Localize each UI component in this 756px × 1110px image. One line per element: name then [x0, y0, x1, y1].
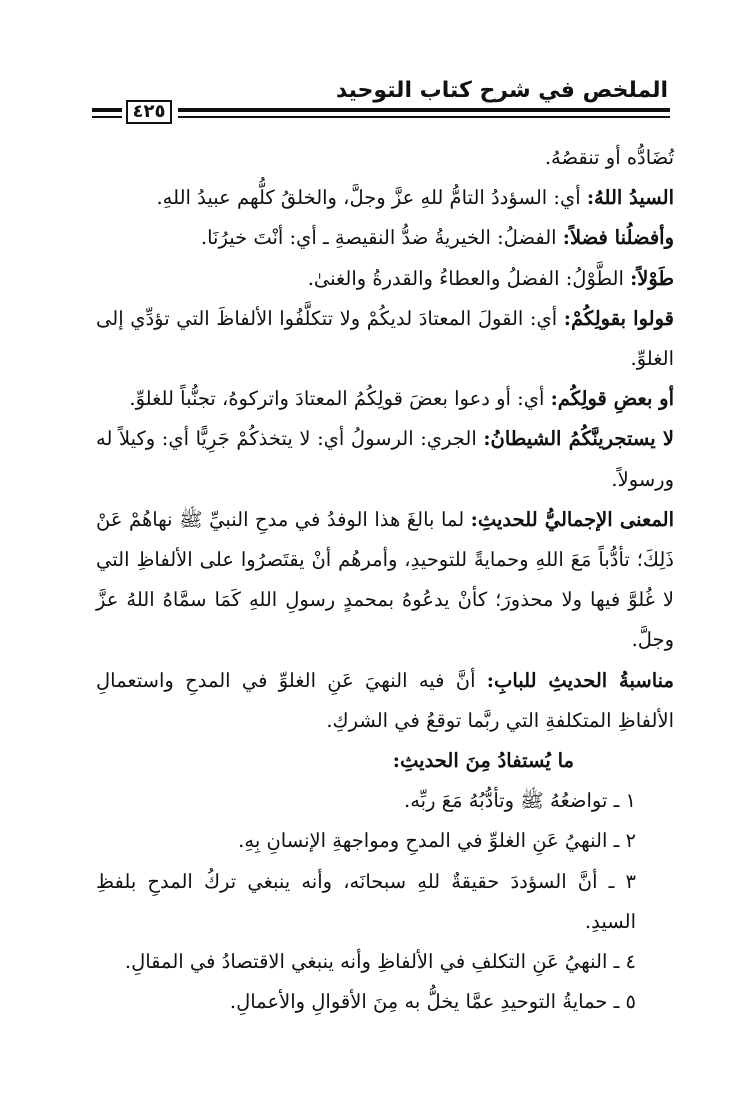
- list-item: ٢ ـ النهيُ عَنِ الغلوِّ في المدحِ ومواجهةِ الإنسانِ بِهِ.: [238, 829, 636, 853]
- list-item: ٤ ـ النهيُ عَنِ التكلفِ في الألفاظِ وأنه ينبغي الاقتصادُ في المقالِ.: [124, 950, 636, 974]
- section-text: لما بالغَ هذا الوفدُ في مدحِ النبيِّ ﷺ نهاهُمْ عَنْ ذَلِكَ؛ تأدُّباً مَعَ اللهِ وحمايةً للتوحيدِ، وأمرهُم أنْ يقتَصرُوا على الألفاظِ التي لا غُلوَّ فيها ولا محذورَ؛ كأنْ يدعُوهُ بمحمدٍ رسولِ اللهِ كَمَا سمَّاهُ اللهُ عزَّ وجلَّ.: [96, 507, 675, 652]
- glossary-definition: الجري: الرسولُ أي: لا يتخذكُمْ جَرِيًّا أي: وكيلاً له ورسولاً.: [96, 427, 674, 491]
- glossary-definition: أي: القولَ المعتادَ لديكُمْ ولا تتكلَّفُوا الألفاظَ التي تؤدِّي إلى الغلوِّ.: [96, 306, 674, 371]
- list-item: ٥ ـ حمايةُ التوحيدِ عمَّا يخلُّ به مِنَ الأقوالِ والأعمالِ.: [229, 990, 636, 1014]
- paragraph: [96, 218, 674, 258]
- paragraph: [96, 500, 674, 661]
- paragraph: [96, 379, 674, 419]
- glossary-term: قولوا بقولِكُمْ:: [563, 306, 675, 330]
- glossary-term: طَوْلاً:: [630, 266, 674, 290]
- section-heading: مناسبةُ الحديثِ للبابِ:: [486, 668, 675, 692]
- section-text: أنَّ فيه النهيَ عَنِ الغلوِّ في المدحِ واستعمالِ الألفاظِ المتكلفةِ التي ربَّما توقعُ في الشركِ.: [96, 668, 674, 732]
- header-rule-short: [92, 108, 122, 120]
- running-header-title: الملخص في شرح كتاب التوحيد: [335, 78, 668, 103]
- header-rule: [178, 108, 670, 120]
- paragraph: [96, 259, 674, 299]
- glossary-definition: أي: السؤددُ التامُّ للهِ عزَّ وجلَّ، والخلقُ كلُّهم عبيدُ اللهِ.: [156, 186, 587, 210]
- glossary-term: وأفضلُنا فضلاً:: [562, 226, 674, 250]
- glossary-term: لا يستجرينَّكُمُ الشيطانُ:: [483, 427, 675, 451]
- paragraph: [96, 419, 674, 499]
- list-item: ٣ ـ أنَّ السؤددَ حقيقةٌ للهِ سبحانَه، وأنه ينبغي تركُ المدحِ بلفظِ السيدِ.: [96, 869, 636, 933]
- list-heading: ما يُستفادُ مِنَ الحديثِ:: [392, 749, 574, 773]
- paragraph: تُضَادُّه أو تنقصُهُ.: [544, 146, 674, 169]
- list-item: ١ ـ تواضعُهُ ﷺ وتأدُّبُهُ مَعَ ربِّه.: [404, 789, 636, 813]
- paragraph: [96, 661, 674, 741]
- page-number: ٤٢٥: [126, 100, 172, 124]
- glossary-term: السيدُ اللهُ:: [586, 186, 674, 210]
- section-heading: المعنى الإجماليُّ للحديثِ:: [470, 507, 674, 531]
- glossary-definition: الفضلُ: الخيريةُ ضدُّ النقيصةِ ـ أي: أنْتَ خيرُنَا.: [200, 226, 563, 250]
- page-body: [96, 138, 674, 1022]
- paragraph: [96, 299, 674, 379]
- glossary-definition: الطَّوْلُ: الفضلُ والعطاءُ والقدرةُ والغنىٰ.: [307, 266, 631, 290]
- paragraph: [96, 178, 674, 218]
- glossary-term: أو بعضِ قولِكُم:: [550, 387, 674, 411]
- glossary-definition: أي: أو دعوا بعضَ قولِكُمُ المعتادَ واتركوهُ، تجنُّباً للغلوِّ.: [129, 387, 551, 411]
